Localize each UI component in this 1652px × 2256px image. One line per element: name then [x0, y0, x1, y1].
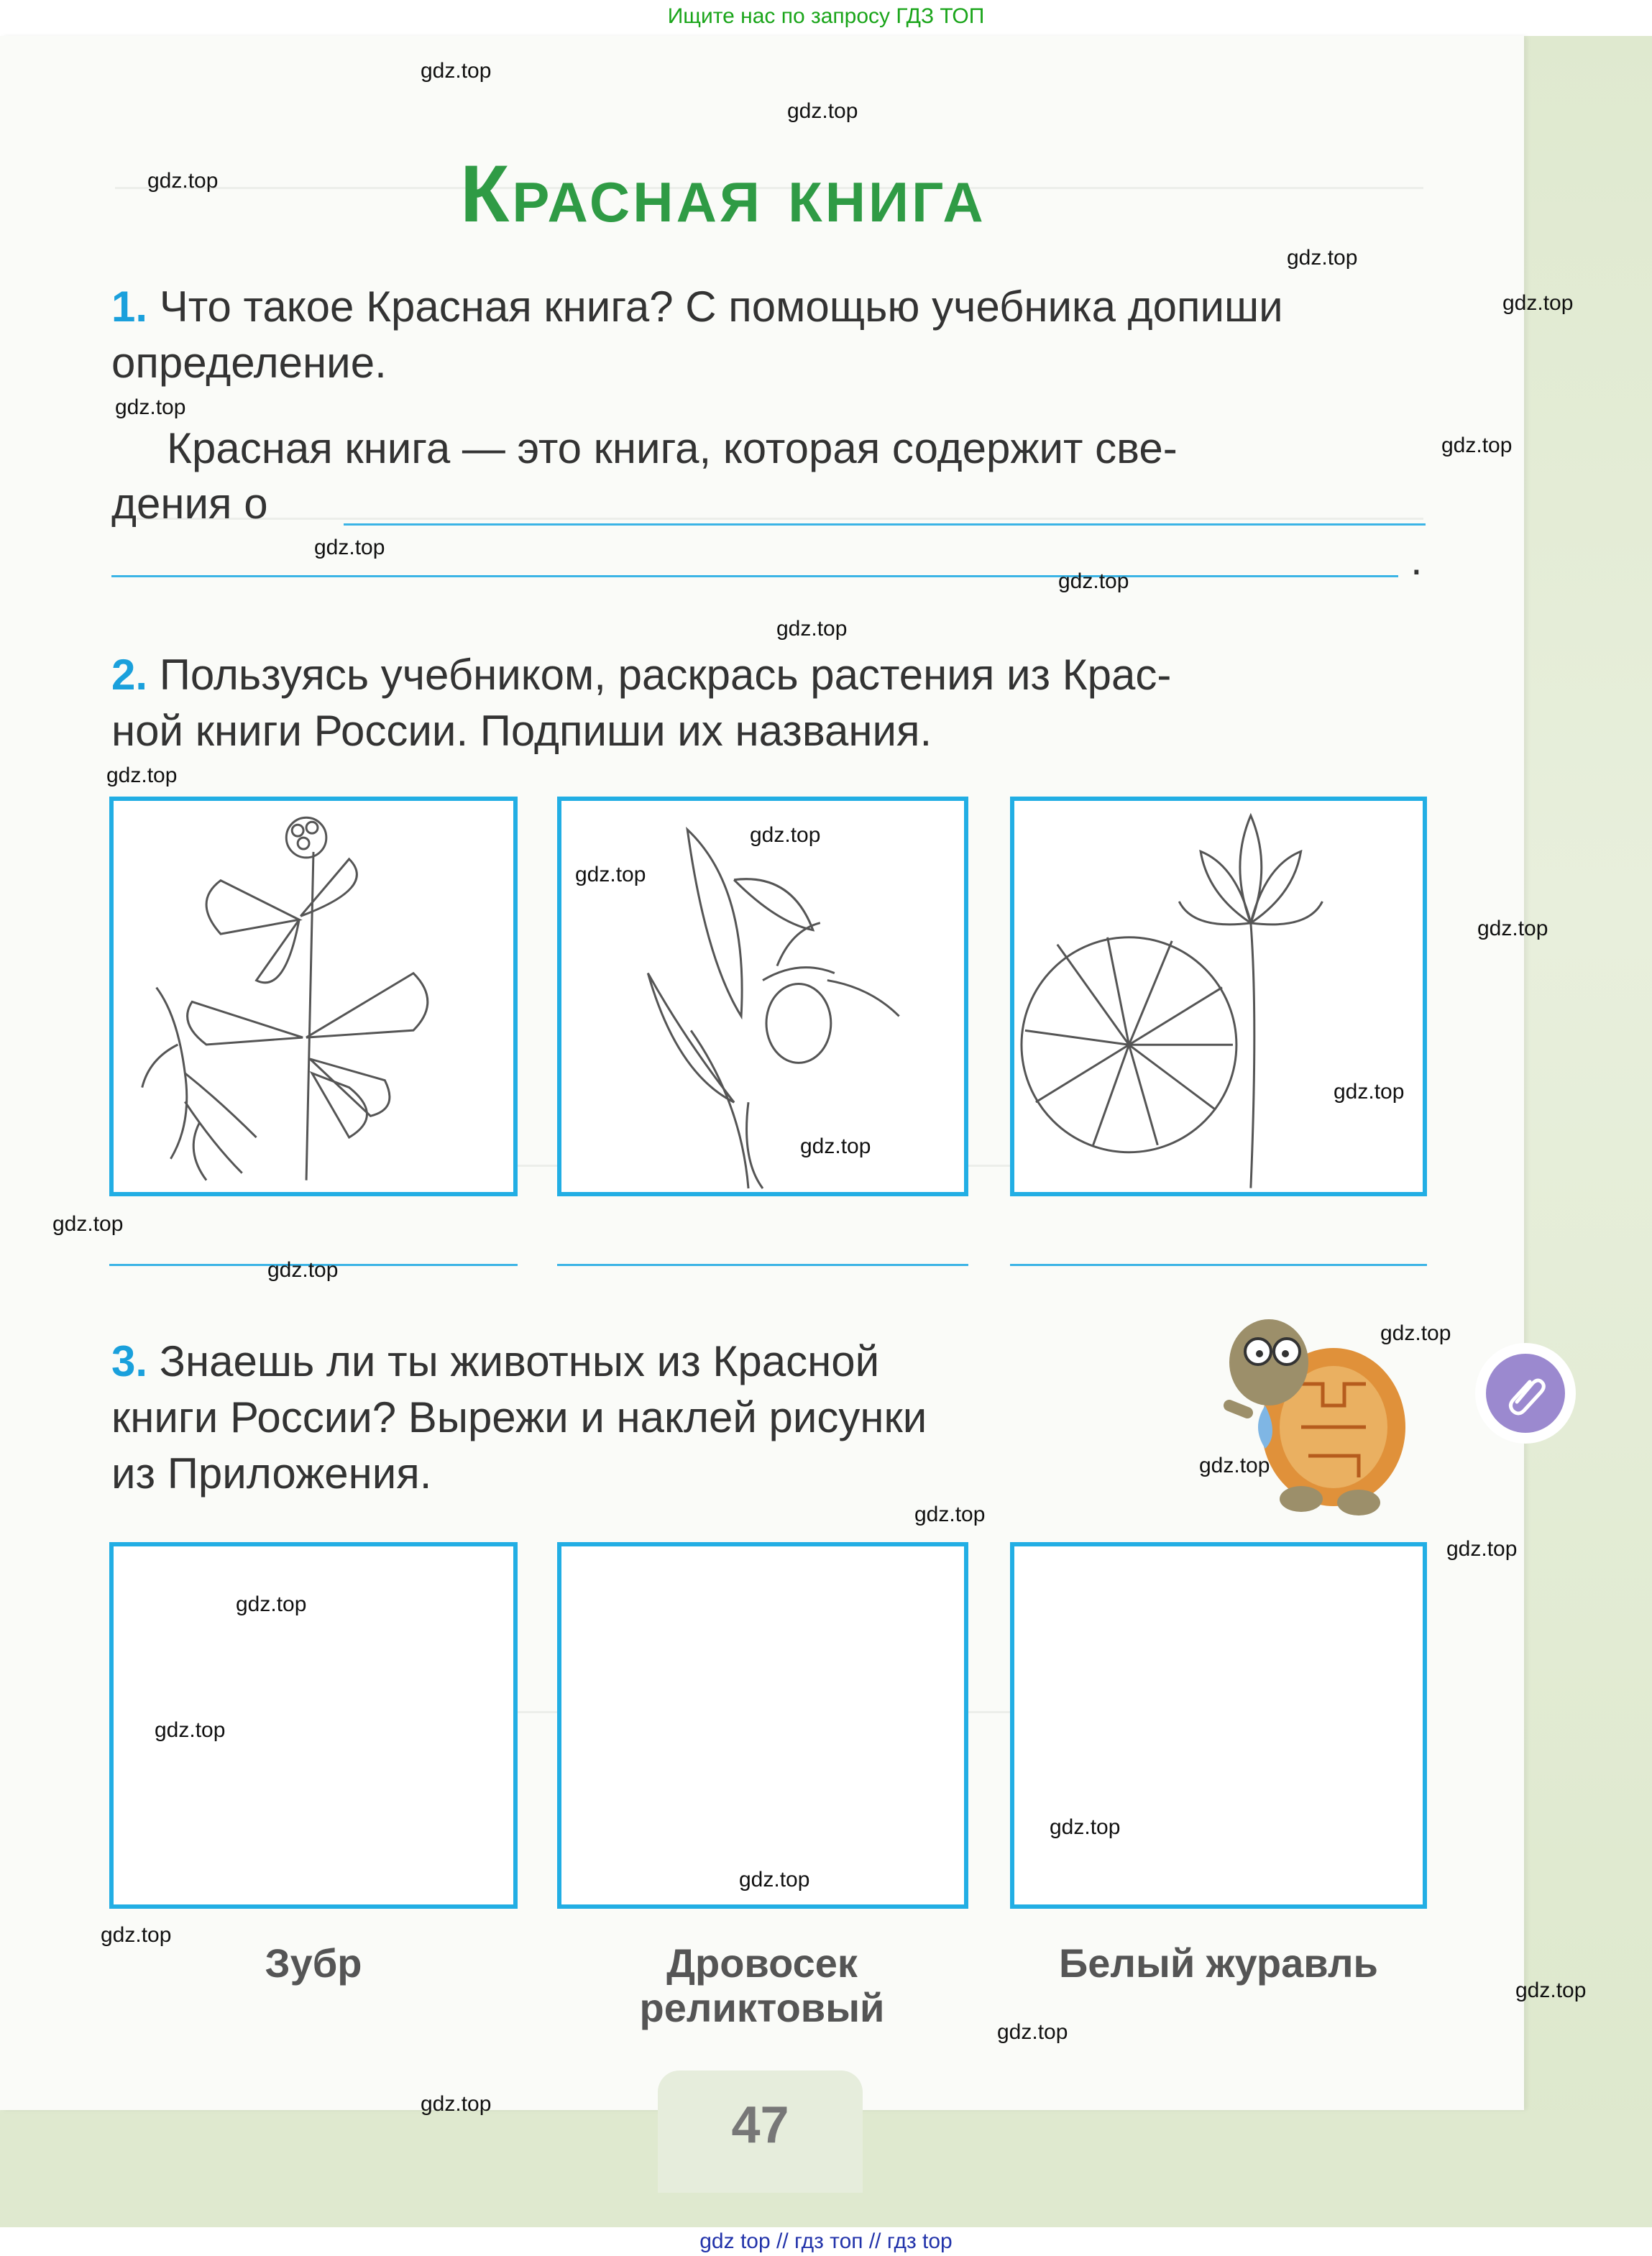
plant-name-line-3[interactable]: [1010, 1264, 1427, 1266]
plant-name-line-2[interactable]: [557, 1264, 968, 1266]
task3-number: 3.: [111, 1337, 148, 1385]
watermark: gdz.top: [575, 863, 646, 886]
watermark: gdz.top: [314, 536, 385, 559]
lotus-icon: [1014, 801, 1423, 1192]
watermark: gdz.top: [421, 59, 492, 83]
top-banner[interactable]: Ищите нас по запросу ГДЗ ТОП: [0, 0, 1652, 33]
task1-question: [111, 279, 1427, 391]
watermark: gdz.top: [776, 617, 848, 641]
animal-label-crane: Белый журавль: [1059, 1940, 1378, 1986]
watermark: gdz.top: [147, 169, 219, 193]
plant-box-lotus[interactable]: [1010, 797, 1427, 1196]
task3-text-line3: из Приложения.: [111, 1449, 432, 1498]
task2-number: 2.: [111, 651, 148, 699]
task3-text-line2: книги России? Вырежи и наклей рисунки: [111, 1393, 927, 1441]
animal-label-bison: Зубр: [265, 1940, 362, 1986]
ginseng-icon: [114, 801, 513, 1192]
lady-slipper-orchid-icon: [561, 801, 964, 1192]
animal-paste-box-3[interactable]: [1010, 1542, 1427, 1909]
watermark: gdz.top: [1287, 246, 1358, 270]
watermark: gdz.top: [997, 2020, 1068, 2044]
bleed-through-line: [115, 496, 1423, 520]
watermark: gdz.top: [115, 395, 186, 419]
watermark: gdz.top: [236, 1592, 307, 1616]
appendix-button[interactable]: [1475, 1343, 1576, 1444]
task1-end-mark: .: [1410, 536, 1423, 584]
watermark: gdz.top: [155, 1718, 226, 1742]
right-margin-panel: [1524, 36, 1652, 2221]
watermark: gdz.top: [267, 1258, 339, 1282]
watermark: gdz.top: [1334, 1080, 1405, 1104]
watermark: gdz.top: [1446, 1537, 1518, 1561]
watermark: gdz.top: [1502, 291, 1574, 315]
task1-answer-line-1[interactable]: [344, 523, 1426, 526]
watermark: gdz.top: [421, 2092, 492, 2116]
watermark: gdz.top: [739, 1868, 810, 1892]
plant-box-orchid[interactable]: [557, 797, 968, 1196]
task3-line1: [111, 1334, 879, 1390]
watermark: gdz.top: [106, 764, 178, 787]
watermark: gdz.top: [750, 823, 821, 847]
watermark: gdz.top: [1477, 917, 1548, 940]
watermark: gdz.top: [1441, 434, 1513, 457]
task2-text-line1: Пользуясь учебником, раскрась растения из Крас-: [159, 651, 1172, 699]
watermark: gdz.top: [101, 1923, 172, 1947]
task2-line1: [111, 647, 1171, 703]
task2-text-line2: ной книги России. Подпиши их названия.: [111, 707, 932, 755]
watermark: gdz.top: [1058, 569, 1129, 593]
task1-definition-line1: Красная книга — это книга, которая содержит све-: [167, 424, 1178, 472]
paperclip-icon: [1502, 1370, 1548, 1416]
watermark: gdz.top: [787, 99, 858, 123]
watermark: gdz.top: [1380, 1321, 1451, 1345]
page-title: Красная книга: [460, 149, 986, 239]
task1-number: 1.: [111, 283, 148, 331]
watermark: gdz.top: [1199, 1454, 1270, 1477]
task3-text-line1: Знаешь ли ты животных из Красной: [159, 1337, 880, 1385]
task1-question-text: Что такое Красная книга? С помощью учебника допиши определение.: [111, 283, 1283, 387]
watermark: gdz.top: [914, 1503, 986, 1526]
plant-box-ginseng[interactable]: [109, 797, 518, 1196]
appendix-button-inner: [1486, 1354, 1565, 1433]
animal-label-beetle: Дровосек реликтовый: [639, 1940, 885, 2030]
watermark: gdz.top: [1050, 1815, 1121, 1839]
watermark: gdz.top: [52, 1212, 124, 1236]
animal-paste-box-2[interactable]: [557, 1542, 968, 1909]
bottom-banner[interactable]: gdz top // гдз топ // гдз top: [0, 2227, 1652, 2256]
task1-definition-line2: дения о: [111, 480, 268, 528]
watermark: gdz.top: [800, 1134, 871, 1158]
watermark: gdz.top: [1515, 1978, 1587, 2002]
page-number: 47: [731, 2096, 789, 2154]
task1-answer-line-2[interactable]: [111, 575, 1398, 577]
